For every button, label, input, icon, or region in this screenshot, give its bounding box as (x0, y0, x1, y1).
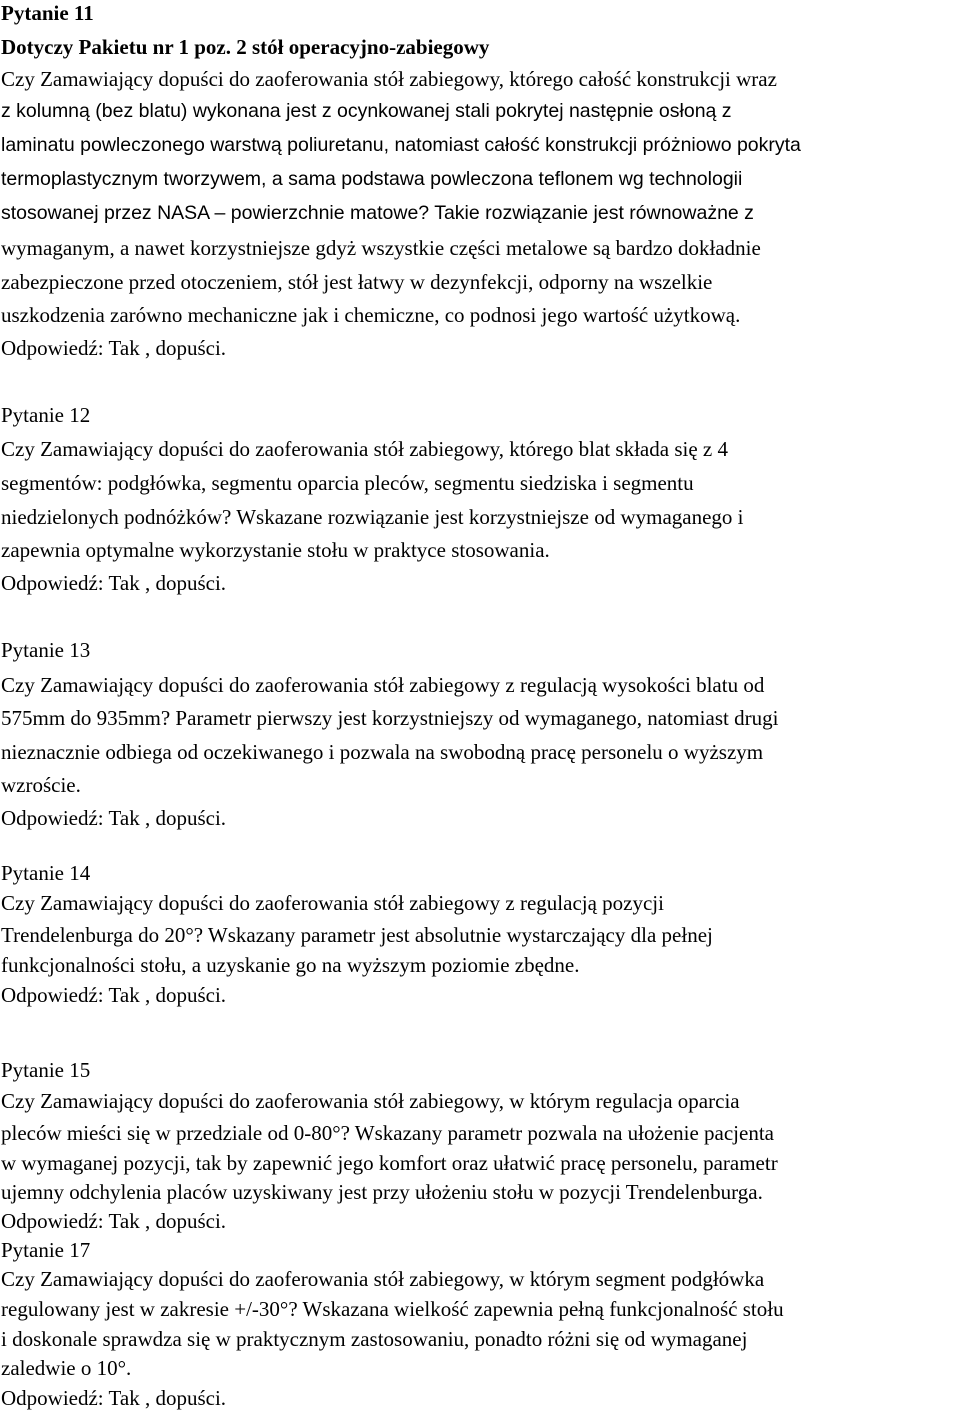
question-13-line: wzroście. (1, 773, 81, 797)
question-15-line: ujemny odchylenia placów uzyskiwany jest przy ułożeniu stołu w pozycji Trendelenburga. (1, 1180, 763, 1204)
question-13-answer: Odpowiedź: Tak , dopuści. (1, 806, 227, 830)
question-11-line: z kolumną (bez blatu) wykonana jest z ocynkowanej stali pokrytej następnie osłoną z (1, 100, 732, 122)
question-11-line: termoplastycznym tworzywem, a sama podstawa powleczona teflonem wg technologii (1, 168, 743, 190)
question-17-line: i doskonale sprawdza się w praktycznym zastosowaniu, ponadto różni się od wymaganej (1, 1327, 748, 1351)
question-12-line: zapewnia optymalne wykorzystanie stołu w praktyce stosowania. (1, 538, 550, 562)
question-12-line: niedzielonych podnóżków? Wskazane rozwiązanie jest korzystniejsze od wymaganego i (1, 505, 744, 529)
question-12-line: segmentów: podgłówka, segmentu oparcia pleców, segmentu siedziska i segmentu (1, 471, 694, 495)
question-13-heading: Pytanie 13 (1, 638, 91, 662)
question-15-line: pleców mieści się w przedziale od 0-80°? Wskazany parametr pozwala na ułożenie pacjenta (1, 1121, 774, 1145)
question-11-heading: Pytanie 11 (1, 1, 94, 25)
question-11-line: uszkodzenia zarówno mechaniczne jak i chemiczne, co podnosi jego wartość użytkową. (1, 303, 741, 327)
question-14-line: Trendelenburga do 20°? Wskazany parametr jest absolutnie wystarczający dla pełnej (1, 923, 713, 947)
question-11-line: wymaganym, a nawet korzystniejsze gdyż wszystkie części metalowe są bardzo dokładnie (1, 236, 761, 260)
question-13-line: nieznacznie odbiega od oczekiwanego i pozwala na swobodną pracę personelu o wyższym (1, 740, 764, 764)
question-11-line: zabezpieczone przed otoczeniem, stół jest łatwy w dezynfekcji, odporny na wszelkie (1, 270, 713, 294)
question-15-heading: Pytanie 15 (1, 1058, 91, 1082)
question-14-line: Czy Zamawiający dopuści do zaoferowania stół zabiegowy z regulacją pozycji (1, 891, 664, 915)
question-14-answer: Odpowiedź: Tak , dopuści. (1, 983, 227, 1007)
question-15-line: w wymaganej pozycji, tak by zapewnić jego komfort oraz ułatwić pracę personelu, parametr (1, 1151, 778, 1175)
question-11-line: Czy Zamawiający dopuści do zaoferowania stół zabiegowy, którego całość konstrukcji wraz (1, 67, 777, 91)
question-13-line: 575mm do 935mm? Parametr pierwszy jest korzystniejszy od wymaganego, natomiast drugi (1, 706, 779, 730)
question-17-line: regulowany jest w zakresie +/-30°? Wskazana wielkość zapewnia pełną funkcjonalność stołu (1, 1297, 784, 1321)
question-17-line: zaledwie o 10°. (1, 1356, 132, 1380)
question-17-line: Czy Zamawiający dopuści do zaoferowania stół zabiegowy, w którym segment podgłówka (1, 1267, 765, 1291)
question-14-line: funkcjonalności stołu, a uzyskanie go na wyższym poziomie zbędne. (1, 953, 580, 977)
question-12-line: Czy Zamawiający dopuści do zaoferowania stół zabiegowy, którego blat składa się z 4 (1, 437, 728, 461)
question-15-answer: Odpowiedź: Tak , dopuści. (1, 1209, 227, 1233)
question-11-line: stosowanej przez NASA – powierzchnie matowe? Takie rozwiązanie jest równoważne z (1, 202, 754, 224)
question-15-line: Czy Zamawiający dopuści do zaoferowania stół zabiegowy, w którym regulacja oparcia (1, 1089, 740, 1113)
question-17-heading: Pytanie 17 (1, 1238, 91, 1262)
question-11-line: laminatu powleczonego warstwą poliuretanu, natomiast całość konstrukcji próżniowo pokryta (1, 134, 801, 156)
question-11-subheading: Dotyczy Pakietu nr 1 poz. 2 stół operacyjno-zabiegowy (1, 35, 490, 59)
question-13-line: Czy Zamawiający dopuści do zaoferowania stół zabiegowy z regulacją wysokości blatu od (1, 673, 765, 697)
question-11-answer: Odpowiedź: Tak , dopuści. (1, 336, 227, 360)
question-14-heading: Pytanie 14 (1, 861, 91, 885)
question-17-answer: Odpowiedź: Tak , dopuści. (1, 1386, 227, 1410)
question-12-heading: Pytanie 12 (1, 403, 91, 427)
question-12-answer: Odpowiedź: Tak , dopuści. (1, 571, 227, 595)
